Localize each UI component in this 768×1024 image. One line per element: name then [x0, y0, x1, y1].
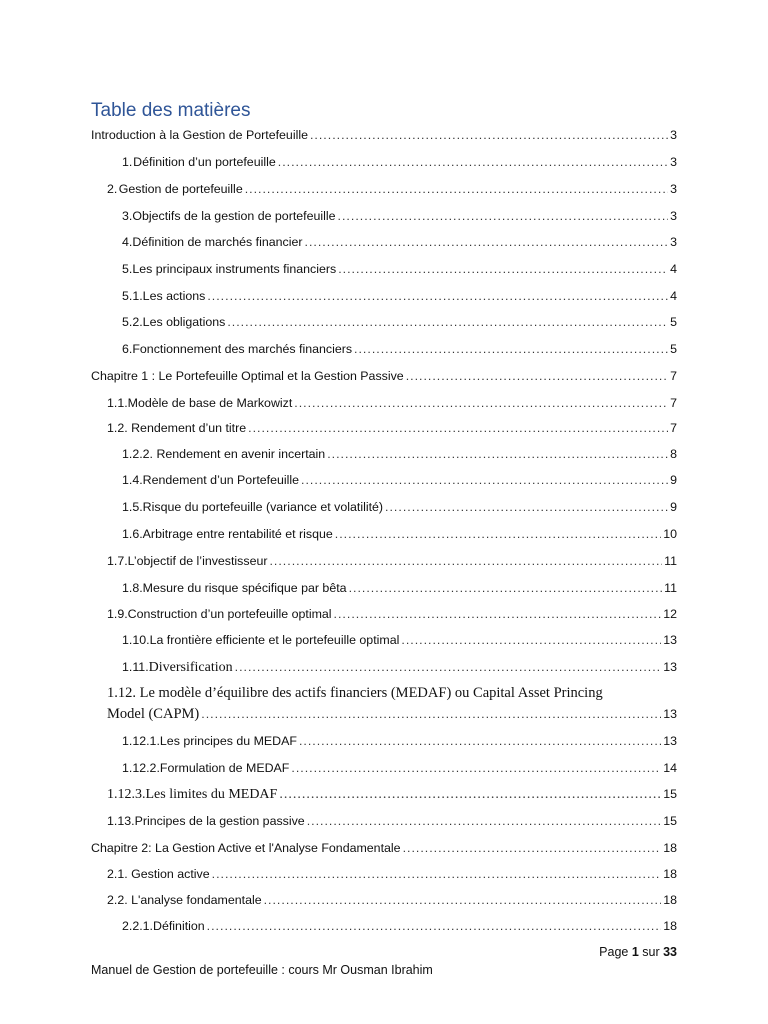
toc-leader: [401, 632, 661, 648]
page-number: [599, 945, 677, 959]
toc-leader: [201, 706, 661, 722]
toc-entry[interactable]: [107, 866, 677, 882]
toc-leader: [227, 314, 668, 330]
toc-entry-label: Rendement d’un Portefeuille: [142, 473, 300, 487]
toc-entry-number: 1.7.: [107, 554, 128, 568]
toc-entry[interactable]: [122, 314, 677, 330]
toc-entry-number: 1.9.: [107, 607, 128, 621]
toc-entry-label: Objectifs de la gestion de portefeuille: [132, 209, 336, 223]
toc-leader: [305, 234, 669, 250]
toc-entry-label: Les principes du MEDAF: [159, 734, 297, 748]
toc-leader: [291, 760, 661, 776]
toc-entry-label: La frontière efficiente et le portefeuille optimal: [149, 633, 400, 647]
toc-entry[interactable]: [122, 261, 677, 277]
toc-entry-number: 1.8.: [122, 581, 143, 595]
toc-entry-label: 1.2. Rendement d’un titre: [107, 421, 247, 435]
toc-entry[interactable]: [122, 208, 677, 224]
toc-entry-page: 7: [670, 369, 677, 383]
toc-leader: [269, 553, 662, 569]
toc-entry-number: 1.6.: [122, 527, 143, 541]
toc-entry[interactable]: [91, 127, 677, 143]
toc-entry-number: 1.4.: [122, 473, 143, 487]
toc-entry-label: Formulation de MEDAF: [159, 761, 290, 775]
toc-leader: [310, 127, 668, 143]
toc-leader: [338, 261, 668, 277]
toc-entry-label: Fonctionnement des marchés financiers: [132, 342, 353, 356]
toc-entry-page: 15: [663, 787, 677, 801]
toc-leader: [264, 892, 662, 908]
toc-entry-page: 9: [670, 500, 677, 514]
toc-leader: [334, 606, 662, 622]
toc-entry-label: Les actions: [142, 289, 206, 303]
toc-leader: [294, 395, 668, 411]
toc-entry[interactable]: [122, 632, 677, 648]
toc-entry[interactable]: [122, 341, 677, 357]
toc-entry[interactable]: [122, 288, 677, 304]
toc-entry[interactable]: [91, 368, 677, 384]
toc-entry-label: Définition d’un portefeuille: [133, 155, 276, 169]
toc-entry-page: 9: [670, 473, 677, 487]
toc-entry[interactable]: [107, 420, 677, 436]
page-middle: sur: [638, 945, 664, 959]
toc-leader: [349, 580, 663, 596]
toc-entry[interactable]: [122, 499, 677, 515]
toc-entry[interactable]: [107, 786, 677, 802]
toc-leader: [406, 368, 668, 384]
toc-entry[interactable]: [107, 706, 677, 722]
toc-entry[interactable]: [122, 526, 677, 542]
toc-leader: [299, 733, 661, 749]
toc-entry-label: Principes de la gestion passive: [134, 814, 305, 828]
toc-entry[interactable]: [107, 813, 677, 829]
toc-entry-number: 2.2.1.: [122, 919, 154, 933]
toc-entry-page: 13: [663, 707, 677, 721]
toc-entry-number: 6.: [122, 342, 133, 356]
toc-leader: [207, 918, 662, 934]
toc-entry[interactable]: [122, 733, 677, 749]
page-prefix: Page: [599, 945, 632, 959]
toc-entry[interactable]: [122, 580, 677, 596]
toc-entry-label: Diversification: [148, 660, 233, 675]
toc-entry[interactable]: [107, 553, 677, 569]
toc-entry[interactable]: [107, 395, 677, 411]
toc-entry-number: 1.12.3.: [107, 787, 146, 802]
toc-entry-number: 1.1.: [107, 396, 128, 410]
toc-entry-page: 4: [670, 289, 677, 303]
toc-leader: [327, 446, 668, 462]
toc-entry-label: Les obligations: [142, 315, 226, 329]
toc-entry-number: 2.: [107, 182, 118, 196]
toc-leader: [245, 181, 668, 197]
toc-leader: [279, 787, 661, 802]
toc-entry-label: Gestion de portefeuille: [118, 182, 243, 196]
toc-leader: [207, 288, 668, 304]
toc-entry-number: 1.10.: [122, 633, 150, 647]
toc-entry-number: 5.: [122, 262, 133, 276]
toc-entry-page: 18: [663, 841, 677, 855]
toc-entry-number: 1.12.2.: [122, 761, 160, 775]
toc-entry[interactable]: [122, 446, 677, 462]
toc-entry-number: 3.: [122, 209, 133, 223]
toc-entry[interactable]: [122, 472, 677, 488]
toc-entry-label: Modèle de base de Markowizt: [127, 396, 293, 410]
toc-entry-page: 13: [663, 660, 677, 674]
toc-entry-label: L’objectif de l’investisseur: [127, 554, 268, 568]
toc-entry-label: Arbitrage entre rentabilité et risque: [142, 527, 333, 541]
toc-entry-page: 5: [670, 342, 677, 356]
toc-entry-label: Définition: [153, 919, 205, 933]
toc-entry-page: 13: [663, 633, 677, 647]
toc-entry[interactable]: [107, 181, 677, 197]
toc-entry-page: 18: [663, 867, 677, 881]
toc-entry-page: 11: [664, 581, 677, 595]
toc-entry[interactable]: [122, 659, 677, 675]
toc-entry-number: 5.1.: [122, 289, 143, 303]
toc-leader: [301, 472, 668, 488]
toc-entry-label: Introduction à la Gestion de Portefeuille: [91, 128, 308, 142]
toc-entry-page: 7: [670, 396, 677, 410]
toc-entry[interactable]: [122, 234, 677, 250]
toc-entry-page: 18: [663, 893, 677, 907]
toc-entry-label: Mesure du risque spécifique par bêta: [142, 581, 347, 595]
page-current: 1: [631, 945, 639, 959]
toc-leader: [385, 499, 668, 515]
footer-note: Manuel de Gestion de portefeuille : cours Mr Ousman Ibrahim: [91, 963, 433, 977]
toc-leader: [278, 154, 668, 170]
toc-entry-page: 12: [663, 607, 677, 621]
toc-entry-label: Définition de marchés financier: [132, 235, 303, 249]
toc-entry-label: Chapitre 1 : Le Portefeuille Optimal et la Gestion Passive: [91, 369, 404, 383]
toc-entry[interactable]: [107, 606, 677, 622]
toc-entry-label: Risque du portefeuille (variance et volatilité): [142, 500, 384, 514]
toc-entry-page: 8: [670, 447, 677, 461]
toc-entry-page: 5: [670, 315, 677, 329]
toc-entry-page: 3: [670, 155, 677, 169]
toc-entry-label: Les limites du MEDAF: [145, 787, 278, 802]
toc-entry-label: Chapitre 2: La Gestion Active et l'Analyse Fondamentale: [91, 841, 401, 855]
toc-entry[interactable]: [91, 840, 677, 856]
toc-entry-page: 3: [670, 235, 677, 249]
toc-entry-label: Construction d’un portefeuille optimal: [127, 607, 332, 621]
toc-entry-page: 3: [670, 128, 677, 142]
toc-entry-number: 5.2.: [122, 315, 143, 329]
toc-entry-number: 1.11.: [122, 660, 149, 674]
toc-leader: [235, 659, 662, 675]
toc-leader: [354, 341, 668, 357]
toc-leader: [403, 840, 662, 856]
toc-entry-label-line1[interactable]: 1.12. Le modèle d’équilibre des actifs financiers (MEDAF) ou Capital Asset Princing: [107, 685, 603, 701]
toc-leader: [307, 813, 662, 829]
toc-entry-number: 1.13.: [107, 814, 135, 828]
toc-entry-page: 3: [670, 209, 677, 223]
toc-entry-page: 13: [663, 734, 677, 748]
toc-entry-page: 10: [663, 527, 677, 541]
toc-entry-label: Model (CAPM): [107, 706, 200, 722]
toc-entry-page: 3: [670, 182, 677, 196]
toc-leader: [212, 866, 662, 882]
toc-entry-number: 4.: [122, 235, 133, 249]
toc-leader: [248, 420, 668, 436]
toc-entry-page: 7: [670, 421, 677, 435]
toc-entry-number: 1.5.: [122, 500, 143, 514]
toc-entry[interactable]: [107, 892, 677, 908]
toc-entry-page: 11: [664, 554, 677, 568]
toc-leader: [335, 526, 661, 542]
toc-entry-page: 15: [663, 814, 677, 828]
toc-entry-number: 1.12.1.: [122, 734, 160, 748]
toc-entry-page: 14: [663, 761, 677, 775]
page-total: 33: [663, 945, 677, 959]
toc-entry[interactable]: [122, 918, 677, 934]
toc-entry-page: 18: [663, 919, 677, 933]
toc-leader: [338, 208, 669, 224]
toc-entry[interactable]: [122, 760, 677, 776]
toc-entry-page: 4: [670, 262, 677, 276]
toc-entry-label: 2.1. Gestion active: [107, 867, 210, 881]
toc-entry-label: 1.2.2. Rendement en avenir incertain: [122, 447, 326, 461]
toc-title: Table des matières: [91, 100, 251, 121]
toc-entry-label: Les principaux instruments financiers: [132, 262, 337, 276]
toc-entry-number: 1.: [122, 155, 133, 169]
toc-entry[interactable]: [122, 154, 677, 170]
toc-entry-label: 2.2. L'analyse fondamentale: [107, 893, 262, 907]
